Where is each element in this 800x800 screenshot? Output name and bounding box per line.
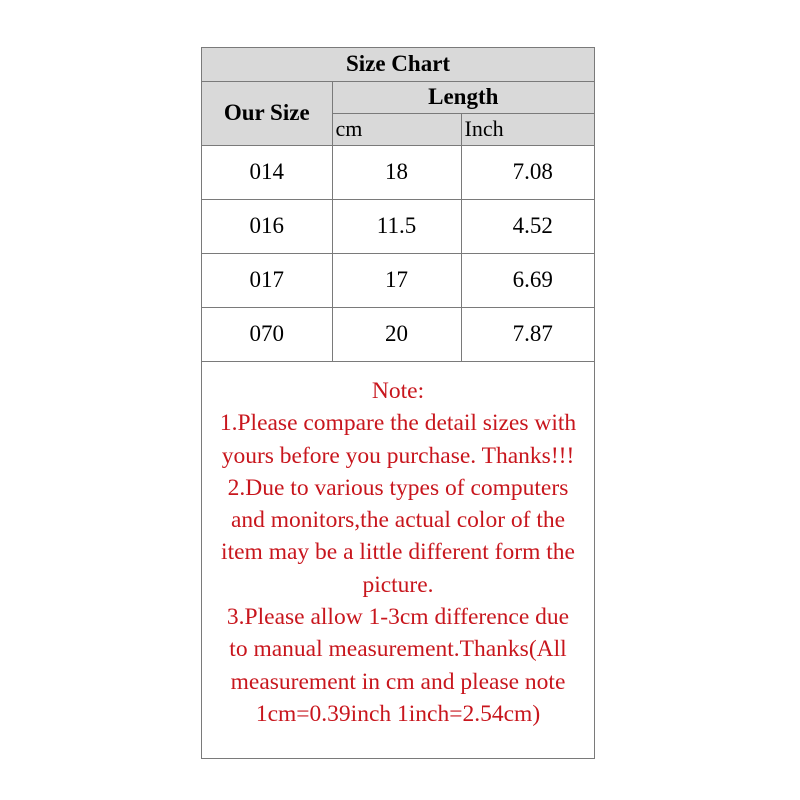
inch-cell: 7.87	[461, 307, 594, 361]
note-line: measurement in cm and please note	[230, 668, 566, 695]
cm-cell: 17	[332, 253, 461, 307]
size-cell: 016	[202, 199, 332, 253]
cm-cell: 18	[332, 145, 461, 199]
size-table	[202, 48, 594, 362]
size-cell: 017	[202, 253, 332, 307]
note-line: yours before you purchase. Thanks!!!	[221, 442, 575, 469]
note-line: 2.Due to various types of computers	[227, 474, 569, 501]
note-line: picture.	[362, 571, 434, 598]
table-row	[202, 199, 594, 253]
cm-cell: 11.5	[332, 199, 461, 253]
inch-cell: 4.52	[461, 199, 594, 253]
chart-title: Size Chart	[202, 48, 594, 81]
table-row	[202, 253, 594, 307]
note-heading: Note:	[371, 378, 425, 404]
size-cell: 070	[202, 307, 332, 361]
note-line: 3.Please allow 1-3cm difference due	[226, 604, 570, 631]
cm-cell: 20	[332, 307, 461, 361]
note-line: 1.Please compare the detail sizes with	[219, 410, 577, 437]
note-block	[202, 375, 594, 730]
note-line: and monitors,the actual color of the	[230, 507, 566, 534]
unit-inch-header: Inch	[461, 113, 594, 145]
note-line: item may be a little different form the	[221, 539, 575, 566]
note-line: to manual measurement.Thanks(All	[229, 636, 567, 663]
inch-cell: 7.08	[461, 145, 594, 199]
length-header: Length	[332, 81, 594, 113]
note-line: 1cm=0.39inch 1inch=2.54cm)	[255, 700, 541, 727]
size-chart	[201, 47, 595, 759]
table-row	[202, 307, 594, 361]
unit-cm-header: cm	[332, 113, 461, 145]
table-row	[202, 145, 594, 199]
our-size-header: Our Size	[202, 81, 332, 145]
size-cell: 014	[202, 145, 332, 199]
inch-cell: 6.69	[461, 253, 594, 307]
